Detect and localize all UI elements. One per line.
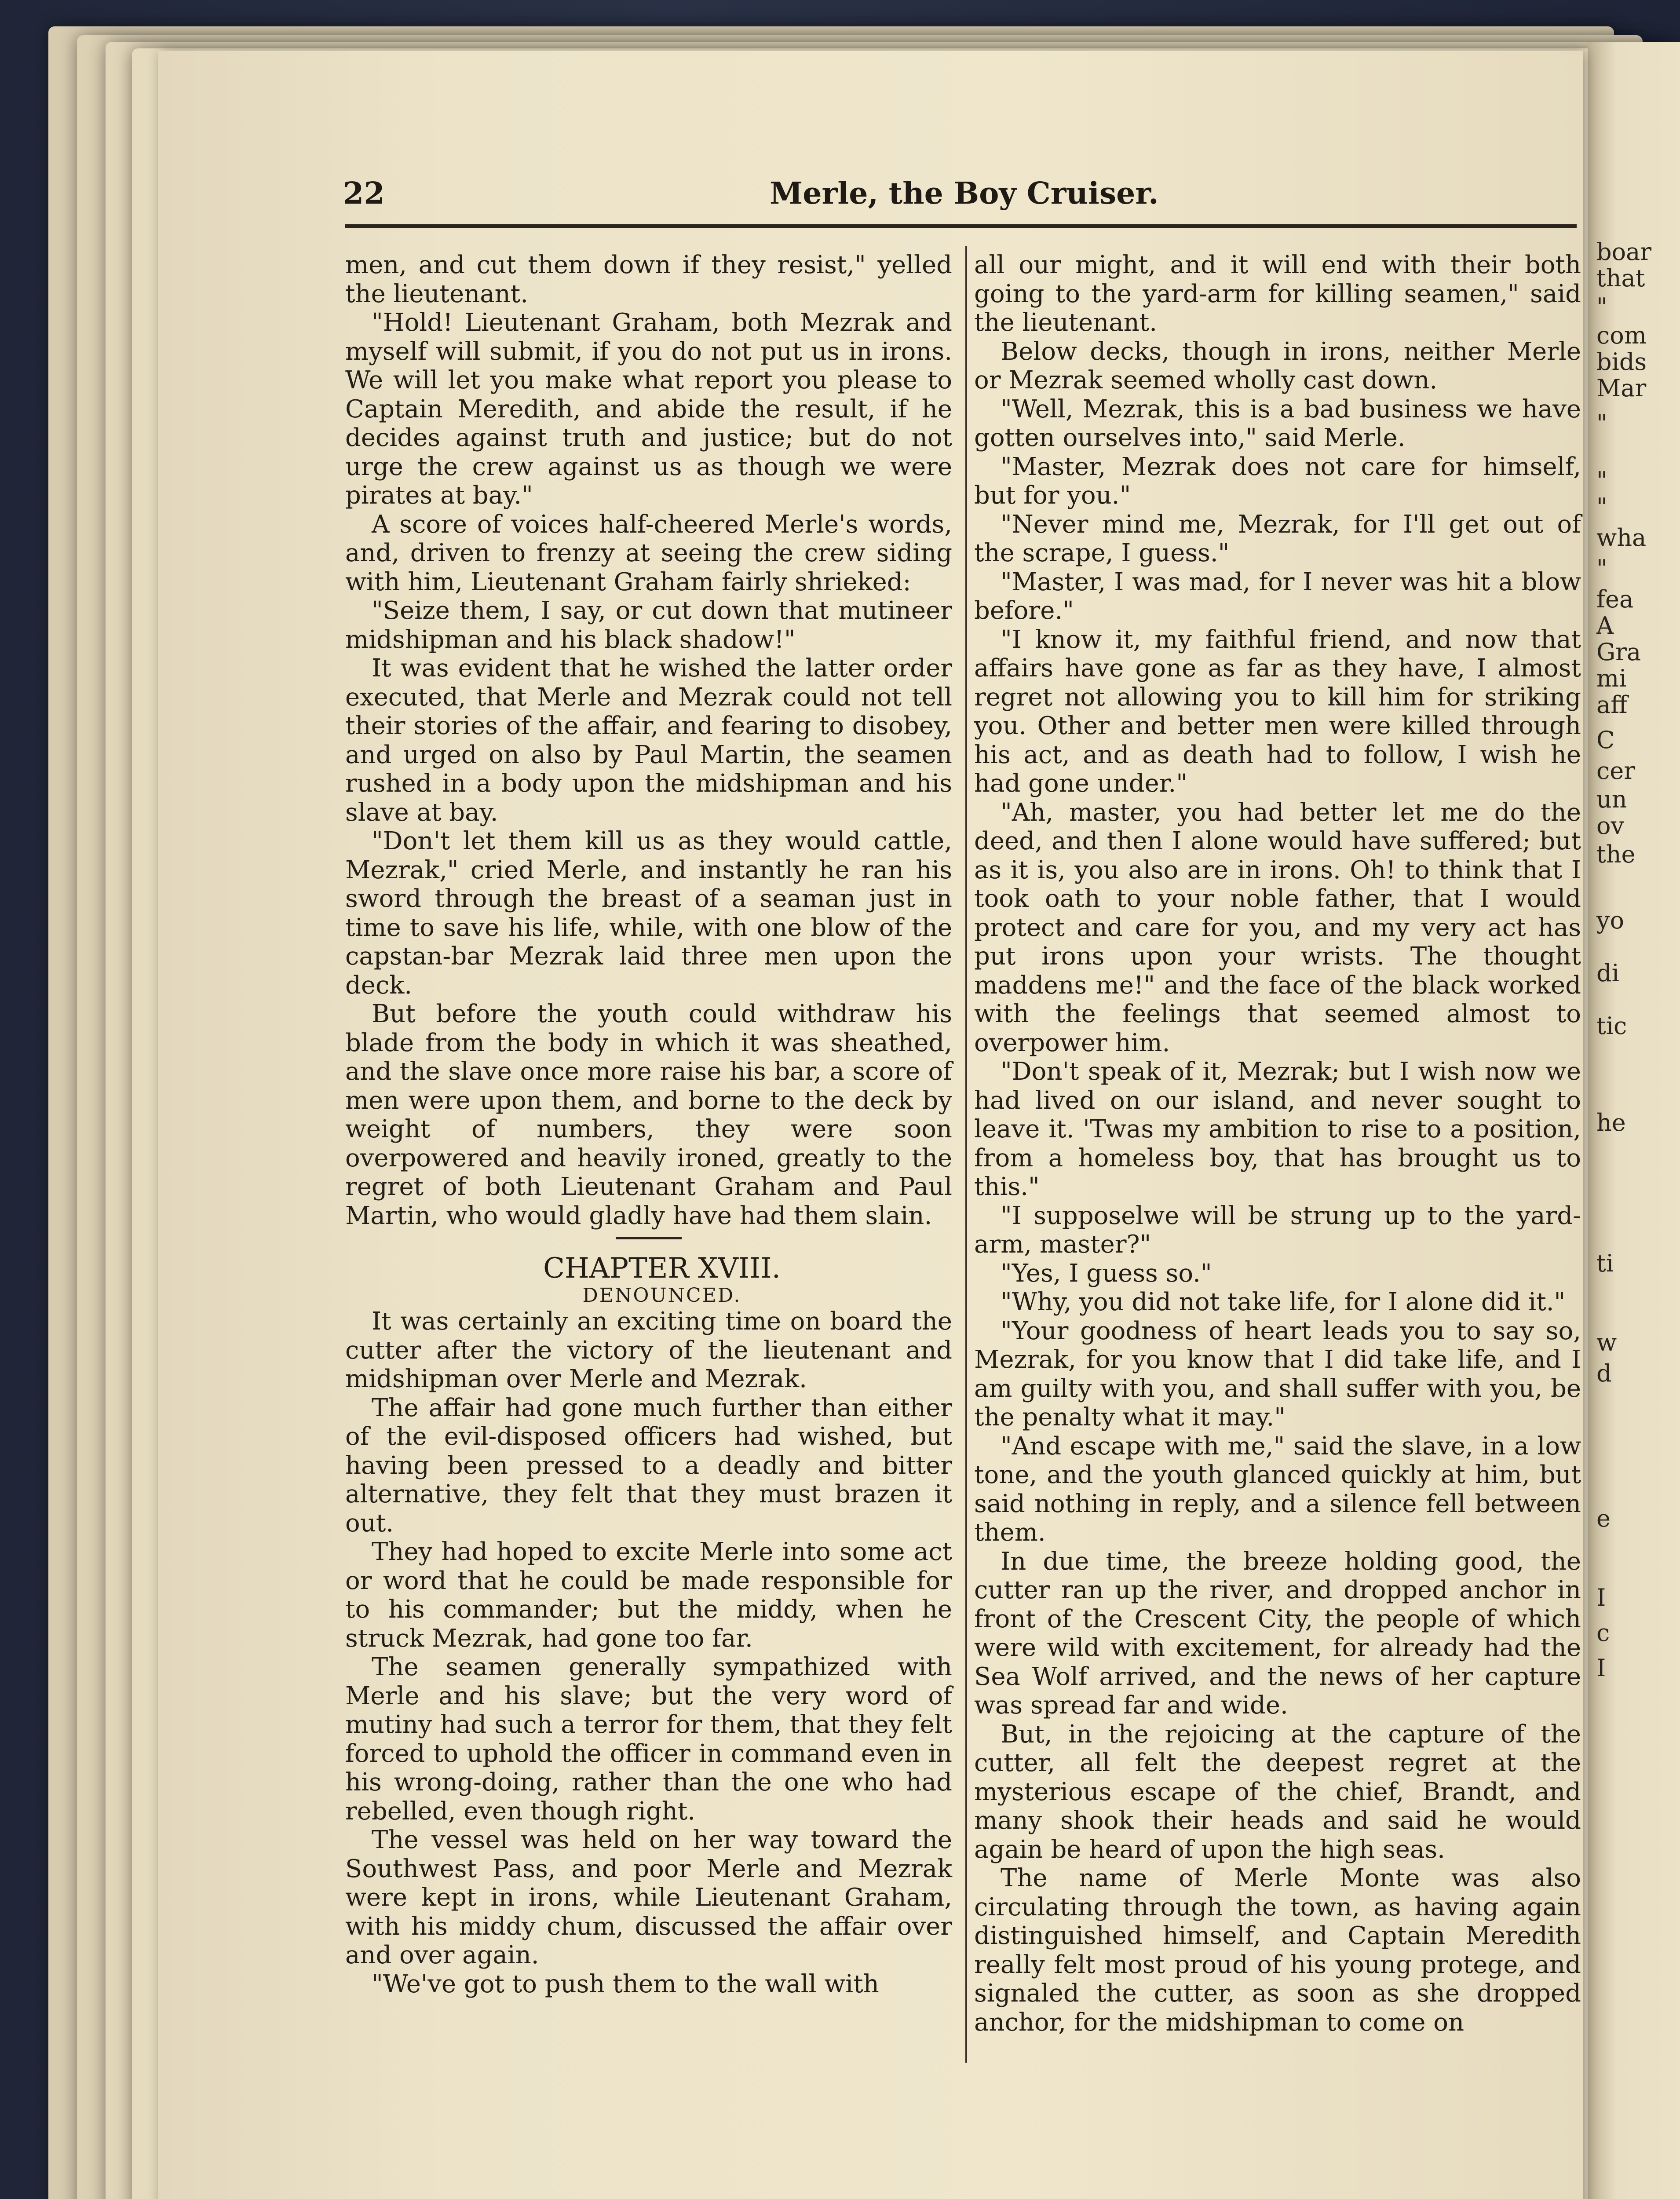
paragraph: The name of Merle Monte was also circulating through the town, as having again distinguished himself, and Captain Meredith really felt most proud of his young protege, and signaled the cutter, as soon as she dropped anchor, for the midshipman to come on: [974, 1864, 1581, 2037]
next-page-text-fragment: bids: [1596, 348, 1647, 376]
chapter-subtitle: DENOUNCED.: [582, 1284, 741, 1307]
next-page-text-fragment: ": [1596, 555, 1607, 582]
next-page-text-fragment: that: [1596, 264, 1645, 292]
paragraph: "Never mind me, Mezrak, for I'll get out of the scrape, I guess.": [974, 510, 1581, 567]
paragraph: "We've got to push them to the wall with: [372, 1969, 879, 1998]
paragraph: "Hold! Lieutenant Graham, both Mezrak and myself will submit, if you do not put us in irons. We will let you make what report you please to Captain Meredith, and abide the result, if he decides against truth and justice; but do not urge the crew against us as though we were pirates at bay.": [345, 308, 952, 510]
chapter-divider: [616, 1237, 682, 1239]
paragraph: It was certainly an exciting time on board the cutter after the victory of the lieutenant and midshipman over Merle and Mezrak.: [345, 1307, 952, 1393]
paragraph: But, in the rejoicing at the capture of the cutter, all felt the deepest regret at the mysterious escape of the chief, Brandt, and many shook their heads and said he would again be heard of upon the high seas.: [974, 1720, 1581, 1864]
chapter-heading: CHAPTER XVIII.: [543, 1252, 781, 1285]
paragraph: "Don't speak of it, Mezrak; but I wish now we had lived on our island, and never sought to leave it. 'Twas my ambition to rise to a position, from a homeless boy, that has brought us to this.": [974, 1057, 1581, 1201]
right-column: [974, 251, 1581, 2037]
next-page-text-fragment: com: [1596, 321, 1647, 349]
paragraph: In due time, the breeze holding good, the cutter ran up the river, and dropped anchor in front of the Crescent City, the people of which were wild with excitement, for already had the Sea Wolf arrived, and the news of her capture was spread far and wide.: [974, 1547, 1581, 1720]
paragraph: "Ah, master, you had better let me do the deed, and then I alone would have suffered; but as it is, you also are in irons. Oh! to think that I took oath to your noble father, that I would protect and care for you, and my very act has put irons upon your wrists. The thought maddens me!" and the face of the black worked with the feelings that seemed almost to overpower him.: [974, 798, 1581, 1057]
next-page-text-fragment: ov: [1596, 812, 1625, 840]
paragraph: The seamen generally sympathized with Merle and his slave; but the very word of mutiny had such a terror for them, that they felt forced to uphold the officer in command even in his wrong-doing, rather than the one who had rebelled, even though right.: [345, 1653, 952, 1826]
next-page-text-fragment: fea: [1596, 585, 1634, 613]
next-page-text-fragment: tic: [1596, 1012, 1627, 1040]
paragraph: "Yes, I guess so.": [1001, 1259, 1212, 1288]
column-divider: [965, 246, 967, 2063]
next-page-text-fragment: e: [1596, 1505, 1611, 1532]
next-page-text-fragment: ti: [1596, 1249, 1614, 1277]
next-page-text-fragment: yo: [1596, 906, 1625, 934]
next-page-text-fragment: C: [1596, 726, 1615, 754]
paragraph: "Why, you did not take life, for I alone did it.": [1001, 1288, 1566, 1316]
next-page-text-fragment: he: [1596, 1109, 1626, 1136]
paragraph: "Master, I was mad, for I never was hit a blow before.": [974, 567, 1581, 625]
paragraph: men, and cut them down if they resist," yelled the lieutenant.: [345, 251, 952, 308]
paragraph: A score of voices half-cheered Merle's words, and, driven to frenzy at seeing the crew siding with him, Lieutenant Graham fairly shrieked:: [345, 510, 952, 596]
paragraph: "Don't let them kill us as they would cattle, Mezrak," cried Merle, and instantly he ran his sword through the breast of a seaman just in time to save his life, while, with one blow of the capstan-bar Mezrak laid three men upon the deck.: [345, 827, 952, 1000]
next-page-text-fragment: mi: [1596, 665, 1627, 692]
next-page-text-fragment: the: [1596, 840, 1636, 868]
next-page-edge: [1588, 42, 1680, 2199]
next-page-text-fragment: di: [1596, 959, 1619, 987]
paragraph: The vessel was held on her way toward the Southwest Pass, and poor Merle and Mezrak were kept in irons, while Lieutenant Graham, with his middy chum, discussed the affair over and over again.: [345, 1826, 952, 1969]
next-page-text-fragment: A: [1596, 612, 1614, 639]
next-page-text-fragment: un: [1596, 785, 1627, 813]
paragraph: But before the youth could withdraw his blade from the body in which it was sheathed, and the slave once more raise his bar, a score of men were upon them, and borne to the deck by weight of numbers, they were soon overpowered and heavily ironed, greatly to the regret of both Lieutenant Graham and Paul Martin, who would gladly have had them slain.: [345, 1000, 952, 1230]
next-page-text-fragment: c: [1596, 1619, 1610, 1647]
paragraph: It was evident that he wished the latter order executed, that Merle and Mezrak could not tell their stories of the affair, and fearing to disobey, and urged on also by Paul Martin, the seamen rushed in a body upon the midshipman and his slave at bay.: [345, 654, 952, 827]
next-page-text-fragment: wha: [1596, 524, 1647, 552]
paragraph: "Well, Mezrak, this is a bad business we have gotten ourselves into," said Merle.: [974, 395, 1581, 452]
next-page-text-fragment: Mar: [1596, 374, 1647, 402]
next-page-text-fragment: ": [1596, 293, 1607, 321]
next-page-text-fragment: boar: [1596, 238, 1652, 266]
paragraph: "I supposelwe will be strung up to the yard-arm, master?": [974, 1201, 1581, 1259]
page-number: 22: [343, 176, 385, 211]
paragraph: "I know it, my faithful friend, and now that affairs have gone as far as they have, I almost regret not allowing you to kill him for striking you. Other and better men were killed through his act, and as death had to follow, I wish he had gone under.": [974, 625, 1581, 798]
next-page-text-fragment: I: [1596, 1654, 1606, 1682]
paragraph: all our might, and it will end with their both going to the yard-arm for killing seamen," said the lieutenant.: [974, 251, 1581, 337]
paragraph: "Your goodness of heart leads you to say so, Mezrak, for you know that I did take life, and I am guilty with you, and shall suffer with you, be the penalty what it may.": [974, 1316, 1581, 1432]
paragraph: "Master, Mezrak does not care for himself, but for you.": [974, 452, 1581, 510]
page-header: [343, 176, 1574, 216]
paragraph: They had hoped to excite Merle into some act or word that he could be made responsible for to his commander; but the middy, when he struck Mezrak, had gone too far.: [345, 1538, 952, 1653]
next-page-text-fragment: w: [1596, 1329, 1617, 1356]
paragraph: The affair had gone much further than either of the evil-disposed officers had wished, but having been pressed to a deadly and bitter alternative, they felt that they must brazen it out.: [345, 1393, 952, 1538]
next-page-text-fragment: ": [1596, 467, 1607, 494]
next-page-text-fragment: ": [1596, 493, 1607, 521]
next-page-text-fragment: ": [1596, 409, 1607, 437]
left-column: [345, 251, 952, 1998]
next-page-text-fragment: aff: [1596, 691, 1628, 719]
running-title: Merle, the Boy Cruiser.: [770, 176, 1159, 211]
next-page-text-fragment: Gra: [1596, 638, 1641, 666]
next-page-text-fragment: I: [1596, 1584, 1606, 1611]
next-page-text-fragment: cer: [1596, 757, 1636, 785]
paragraph: "And escape with me," said the slave, in a low tone, and the youth glanced quickly at him, but said nothing in reply, and a silence fell between them.: [974, 1432, 1581, 1547]
paragraph: Below decks, though in irons, neither Merle or Mezrak seemed wholly cast down.: [974, 337, 1581, 395]
header-rule: [345, 224, 1577, 228]
paragraph: "Seize them, I say, or cut down that mutineer midshipman and his black shadow!": [345, 596, 952, 654]
next-page-text-fragment: d: [1596, 1359, 1612, 1387]
